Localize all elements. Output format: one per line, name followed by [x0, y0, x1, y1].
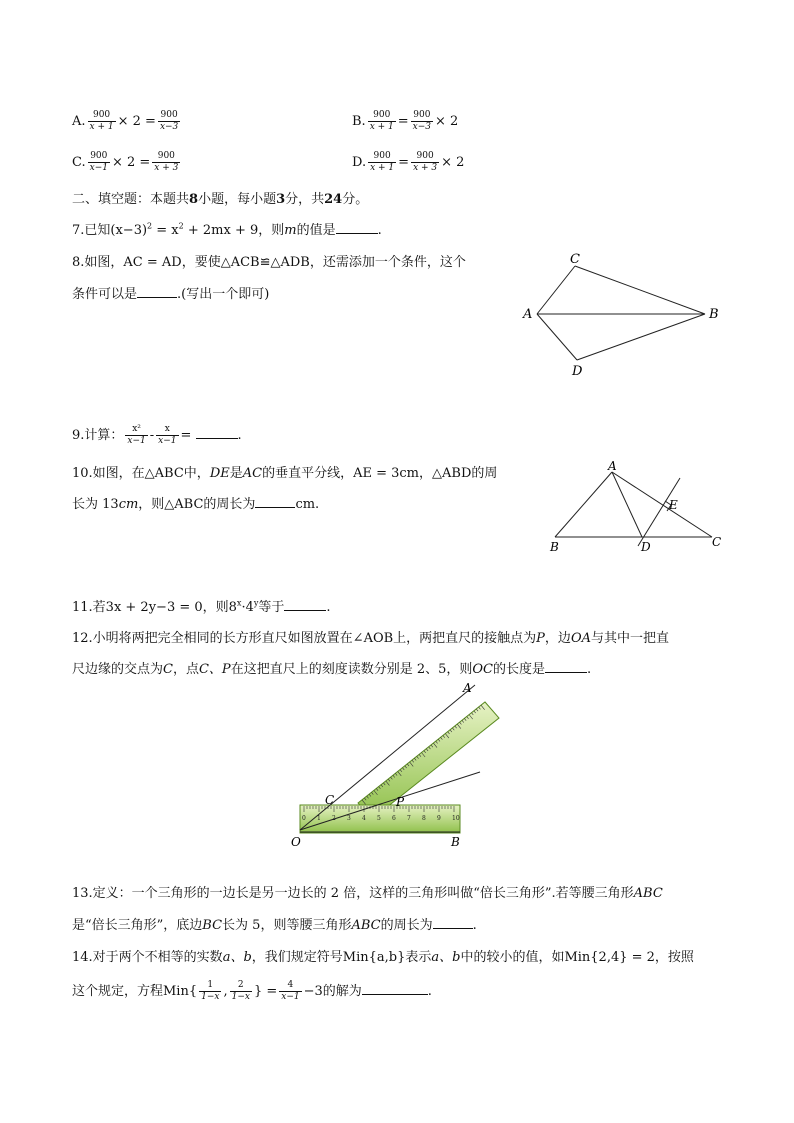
q10-figure — [540, 458, 730, 558]
answer-blank[interactable] — [196, 438, 238, 439]
label-c: C — [325, 793, 335, 807]
ruler-tick-label: 3 — [347, 815, 351, 822]
question-13-line2: 是“倍长三角形”，底边BC长为 5，则等腰三角形ABC的周长为 . — [72, 918, 477, 933]
label-c: C — [712, 535, 722, 549]
label-b: B — [709, 307, 719, 322]
label-e: E — [669, 498, 678, 512]
option-a: A. $\frac{900}{x + 1}$ × 2 = $\frac{900}{x-3}$ — [72, 110, 179, 132]
answer-blank[interactable] — [545, 672, 587, 673]
q12-figure — [285, 680, 515, 850]
question-12-line2: 尺边缘的交点为C，点C、P在这把直尺上的刻度读数分别是 2、5，则OC的长度是 . — [72, 662, 592, 677]
label-b: B — [451, 835, 460, 849]
question-12-line1: 12.小明将两把完全相同的长方形直尺如图放置在∠AOB上，两把直尺的接触点为P，边OA与其中一把直 — [72, 631, 669, 646]
label-c: C — [570, 252, 580, 267]
option-b: B. $\frac{900}{x + 1}$ = $\frac{900}{x-3}$ × 2 — [352, 110, 459, 132]
question-14-line2: 这个规定，方程Min{ $\frac{1}{1-x}$ , $\frac{2}{1-x}$ } = $\frac{4}{x-1}$ −3的解为 . — [72, 980, 432, 1002]
answer-blank[interactable] — [255, 507, 295, 508]
section-heading: 二、填空题：本题共8小题，每小题3分，共24分。 — [72, 192, 369, 207]
label-d: D — [641, 540, 651, 554]
ruler-tick-label: 6 — [392, 815, 396, 822]
question-10-line2: 长为 13cm，则△ABC的周长为 cm. — [72, 497, 320, 512]
label-a: A — [608, 459, 617, 473]
answer-blank[interactable] — [433, 928, 473, 929]
ruler-tick-label: 7 — [407, 815, 411, 822]
ruler-tick-label: 4 — [362, 815, 366, 822]
q8-figure — [515, 248, 725, 378]
question-8-line1: 8.如图，AC = AD，要使△ACB≌△ADB，还需添加一个条件，这个 — [72, 255, 466, 270]
option-d: D. $\frac{900}{x + 1}$ = $\frac{900}{x + 3}$ × 2 — [352, 151, 465, 173]
question-11: 11.若3x + 2y−3 = 0，则$8^x\cdot 4^y$等于 . — [72, 598, 331, 615]
label-p: P — [396, 795, 405, 809]
ruler-tick-label: 8 — [422, 815, 426, 822]
question-13-line1: 13.定义：一个三角形的一边长是另一边长的 2 倍，这样的三角形叫做“倍长三角形”.若等腰三角形ABC — [72, 886, 663, 901]
ruler-tick-label: 2 — [332, 815, 336, 822]
label-o: O — [291, 835, 301, 849]
label-b: B — [550, 540, 559, 554]
ruler-tick-label: 5 — [377, 815, 381, 822]
label-a: A — [463, 681, 472, 695]
answer-blank[interactable] — [284, 610, 326, 611]
question-9: 9.计算： $\frac{\text{x²}}{x-1}$ - $\frac{x}{x-1}$ = . — [72, 424, 242, 446]
ruler-tick-label: 9 — [437, 815, 441, 822]
question-7: 7.已知$(x-3)^2 = x^2 + 2mx + 9$，则m的值是 . — [72, 221, 382, 238]
label-a: A — [523, 307, 533, 322]
ruler-tick-label: 10 — [452, 815, 460, 822]
question-14-line1: 14.对于两个不相等的实数a、b，我们规定符号Min{a,b}表示a、b中的较小的值，如Min{2,4} = 2，按照 — [72, 950, 694, 965]
question-8-line2: 条件可以是 .(写出一个即可) — [72, 287, 270, 302]
question-10-line1: 10.如图，在△ABC中，DE是AC的垂直平分线，AE = 3cm，△ABD的周 — [72, 466, 498, 481]
label-d: D — [572, 364, 583, 378]
option-c: C. $\frac{900}{x-1}$ × 2 = $\frac{900}{x + 3}$ — [72, 151, 179, 173]
ruler-tick-label: 0 — [302, 815, 306, 822]
answer-blank[interactable] — [336, 233, 378, 234]
ruler-tick-label: 1 — [317, 815, 321, 822]
answer-blank[interactable] — [137, 297, 177, 298]
answer-blank[interactable] — [362, 994, 428, 995]
